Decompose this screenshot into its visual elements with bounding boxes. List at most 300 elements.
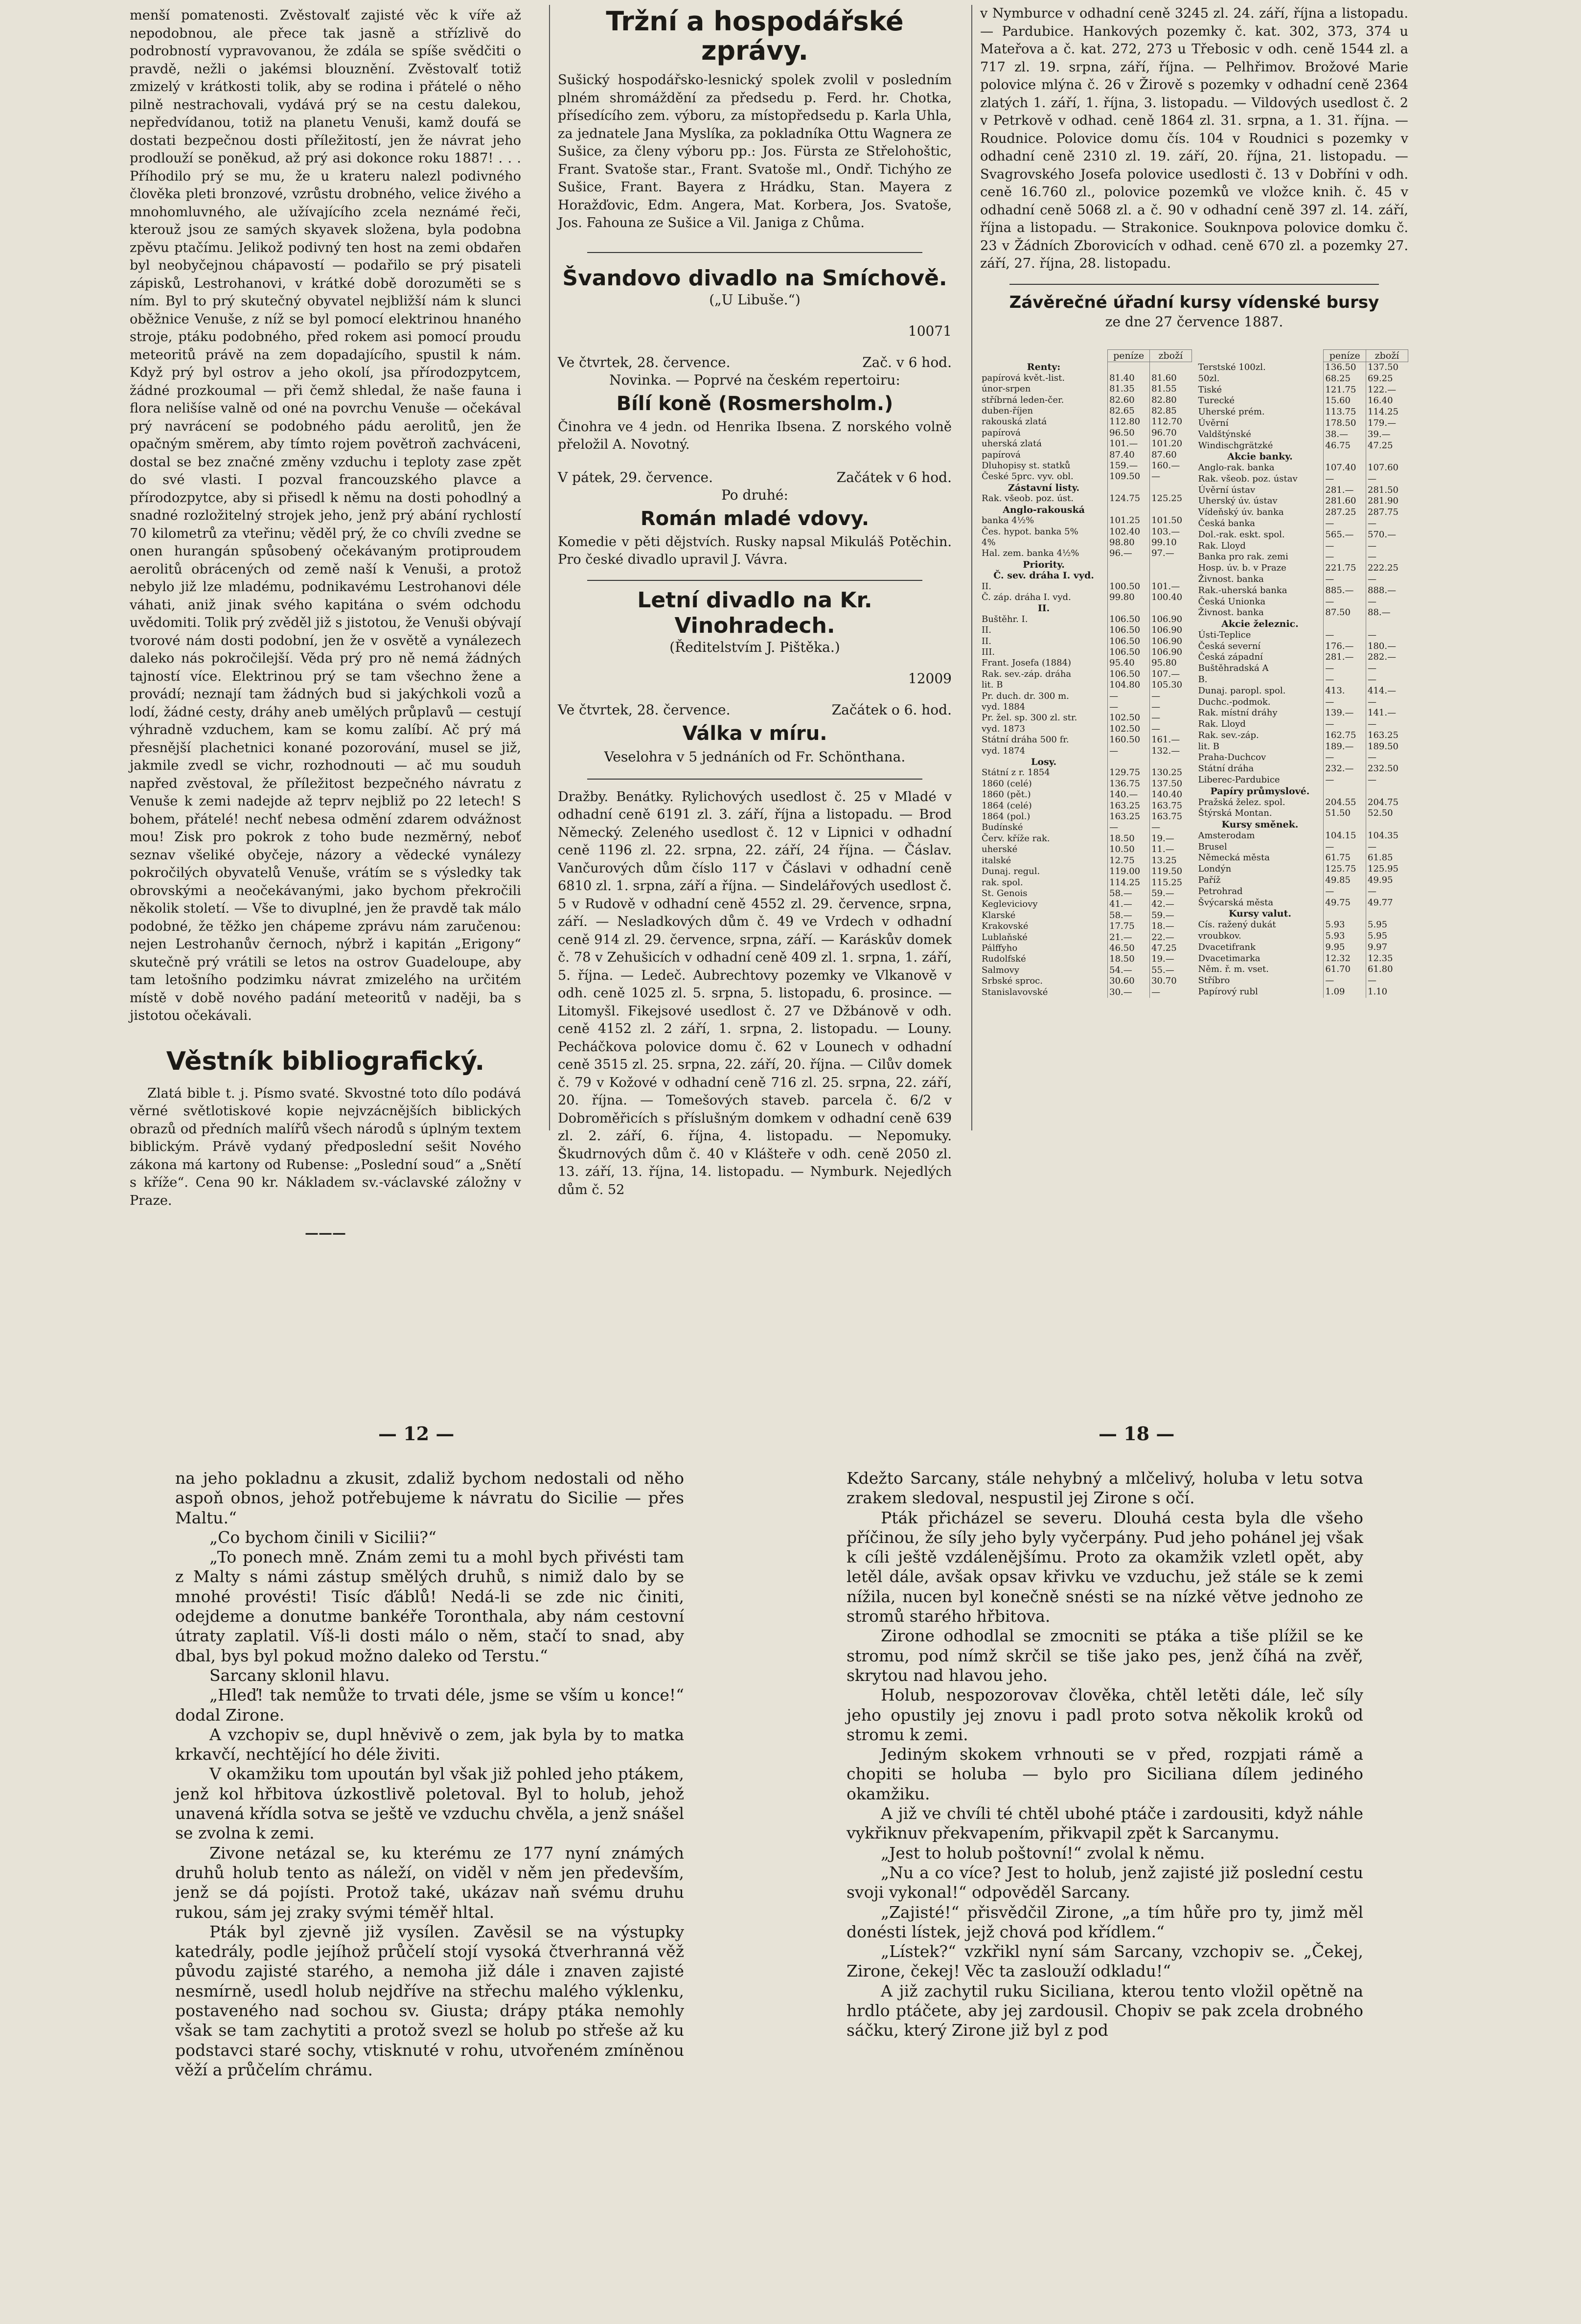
table-row: [1197, 897, 1408, 908]
price-goods: —: [1366, 842, 1408, 853]
security-name: II.: [982, 636, 991, 646]
price-goods: 42.—: [1150, 899, 1191, 910]
price-goods: 101.20: [1150, 438, 1191, 449]
table-row: [980, 559, 1191, 570]
table-row: [1197, 730, 1408, 741]
price-money: 112.80: [1108, 416, 1150, 427]
theatre2-desc: Veselohra v 5 jednáních od Fr. Schönthana.: [604, 748, 906, 765]
table-row: [980, 767, 1191, 778]
table-row: [980, 713, 1191, 723]
table-row: [980, 636, 1191, 647]
paragraph: „Jest to holub poštovní!“ zvolal k němu.: [881, 1843, 1205, 1863]
price-money: —: [1324, 674, 1366, 686]
table-row: [1197, 652, 1408, 663]
price-money: 49.85: [1324, 875, 1366, 886]
table-row: [980, 493, 1191, 504]
table-row: [980, 976, 1191, 987]
security-name: Č. záp. dráha I. vyd.: [982, 592, 1071, 602]
table-row: [980, 471, 1191, 482]
price-goods: 100.40: [1150, 592, 1191, 603]
theatre1-play2: Román mladé vdovy.: [640, 507, 870, 530]
security-name: Česká Unionka: [1198, 596, 1266, 607]
price-goods: 49.77: [1366, 897, 1408, 908]
security-name: Pr. duch. dr. 300 m.: [982, 690, 1069, 701]
security-name: banka 4½%: [982, 515, 1034, 526]
price-goods: —: [1366, 518, 1408, 529]
table-row: [980, 921, 1191, 932]
security-name: 50zl.: [1198, 373, 1220, 384]
price-money: 281.60: [1324, 496, 1366, 507]
table-row: [980, 592, 1191, 603]
security-name: 1864 (pol.): [982, 811, 1031, 822]
table-row: [1197, 641, 1408, 652]
price-goods: 281.50: [1366, 485, 1408, 496]
price-money: 12.75: [1108, 855, 1150, 866]
price-goods: [1150, 603, 1191, 614]
price-money: 15.60: [1324, 395, 1366, 407]
price-goods: 19.—: [1150, 833, 1191, 844]
security-name: rakouská zlatá: [982, 416, 1047, 427]
table-row: [1197, 451, 1408, 462]
security-name: Dol.-rak. eskt. spol.: [1198, 529, 1285, 540]
left-page-number: — 12 —: [378, 1423, 455, 1445]
theatre1-play1: Bílí koně (Rosmersholm.): [616, 392, 894, 415]
table-row: [1197, 674, 1408, 686]
price-goods: 115.25: [1150, 877, 1191, 888]
security-name: Liberec-Pardubice: [1198, 775, 1280, 785]
table-row: [980, 789, 1191, 800]
price-goods: [1150, 559, 1191, 570]
price-money: 140.—: [1108, 789, 1150, 800]
price-money: 106.50: [1108, 636, 1150, 647]
table-row: [1197, 686, 1408, 697]
price-money: 30.—: [1108, 987, 1150, 998]
security-name: lit. B: [982, 680, 1003, 690]
dash-separator: ———: [305, 1225, 346, 1241]
security-name: Lublaňské: [982, 932, 1028, 943]
price-money: 104.80: [1108, 680, 1150, 690]
price-goods: 106.90: [1150, 636, 1191, 647]
price-goods: —: [1150, 987, 1191, 998]
price-money: 95.40: [1108, 658, 1150, 668]
paragraph: V okamžiku tom upoután byl však již pohled jeho ptákem, jenž kol hřbitova úzkostlivě poletoval. Byl to holub, jehož unavená křídla sotva se ještě ve vzduchu chvěla, a jenž snášel se zvolna k zemi.: [175, 1764, 684, 1843]
price-money: —: [1324, 552, 1366, 563]
price-money: [1324, 908, 1366, 920]
price-goods: 55.—: [1150, 965, 1191, 976]
security-name: Valdštýnské: [1198, 429, 1251, 439]
price-money: —: [1108, 746, 1150, 757]
kursy-title: Závěrečné úřadní kursy vídenské bursy: [1009, 292, 1379, 312]
table-row: [1197, 563, 1408, 574]
security-name: Dluhopisy st. statků: [982, 460, 1071, 471]
security-name: Rak. místní dráhy: [1198, 708, 1278, 718]
price-goods: 82.80: [1150, 395, 1191, 406]
security-name: Windischgrätzké: [1198, 440, 1273, 451]
table-row: [1197, 931, 1408, 942]
table-row: [980, 691, 1191, 702]
price-money: 106.50: [1108, 669, 1150, 680]
price-goods: 137.50: [1150, 779, 1191, 789]
price-money: 12.32: [1324, 953, 1366, 964]
price-money: 54.—: [1108, 965, 1150, 976]
price-goods: —: [1366, 663, 1408, 674]
auctions-text: Dražby. Benátky. Rylichových usedlost č. 25 v Mladé v odhadní ceně 6191 zl. 3. září, října a listopadu. — Brod Německý. Zeleného usedlost č. 12 v Lipnici v odhadní ceně 1196 zl. 22. srpna, 22. září, 24 října. — Čáslav. Vančurových dům číslo 117 v Čáslavi v odhadní ceně 6810 zl. 1. srpna, září a října. — Sindelářových usedlost č. 5 v Rudově v odhadní ceně 4552 zl. 29. července, srpna, září. — Nesladkových dům č. 49 ve Vrdech v odhadní ceně 914 zl. 29. července, srpna, září. — Karáskův domek č. 78 v Zehušicích v odhadní ceně 409 zl. 1. srpna, 1. září, 5. října. — Ledeč. Aubrechtovy pozemky ve Vlkanově v odh. ceně 1025 zl. 5. srpna, 5. listopadu, 6. prosince. — Litomyšl. Fikejsové usedlost č. 27 ve Džbánově v odh. ceně 4152 zl. 2 září, 1. srpna, 2. listopadu. — Louny. Pecháčkova polovice domu č. 62 v Lounech v odhadní ceně 3515 zl. 25. srpna, 22. září, 20. října. — Cilův domek č. 79 v Kožové v odhadní ceně 716 zl. 25. srpna, 22. září, 20. října. — Tomešových staveb. parcela č. 6/2 v Dobroměřicích s příslušným domkem v odhadní ceně 639 zl. 2. září, 6. října, 4. listopadu. — Nepomuky. Škudrnových dům č. 40 v Klášteře v odh. ceně 2050 zl. 13. září, 13. října, 14. listopadu. — Nymburk. Nejedlých dům č. 52: [558, 789, 952, 1197]
price-goods: 52.50: [1366, 808, 1408, 819]
col-header: peníze: [1108, 349, 1150, 362]
paragraph: A již ve chvíli té chtěl ubohé ptáče i zardousiti, když náhle vykřiknuv překvapením, přikvapil zpět k Sarcanymu.: [847, 1804, 1363, 1843]
table-row: [1197, 596, 1408, 607]
col-header: peníze: [1324, 349, 1366, 362]
table-row: [980, 581, 1191, 592]
paragraph: „Zajisté!“ přisvědčil Zirone, „a tím hůře pro ty, jimž měl donésti lístek, jejž chová pod křídlem.“: [847, 1902, 1363, 1941]
price-goods: 122.—: [1366, 384, 1408, 395]
table-row: [980, 680, 1191, 690]
column-rule: [549, 5, 550, 1130]
security-name: Hal. zem. banka 4½%: [982, 548, 1079, 559]
table-row: [1197, 663, 1408, 674]
security-name: Ústi-Teplice: [1198, 629, 1251, 640]
table-row: [980, 669, 1191, 680]
price-goods: 163.75: [1150, 801, 1191, 811]
price-money: —: [1324, 596, 1366, 607]
security-name: Cís. ražený dukát: [1198, 920, 1276, 930]
price-money: 96.50: [1108, 428, 1150, 438]
table-row: [980, 537, 1191, 548]
security-name: Česká západní: [1198, 652, 1263, 663]
spolek-text: Sušický hospodářsko-lesnický spolek zvolil v posledním plném shromáždění za předsedu p. Ferd. hr. Chotka, přísedícího zem. výboru, za místopředsedu p. Karla Uhla, za jednatele Jana Myslíka, za pokladníka Ottu Wagnera ze Sušice, za členy výboru pp.: Jos. Fürsta ze Střelohoštic, Frant. Svatoše star., Frant. Svatoše ml., Ondř. Tichýho ze Sušice, Frant. Bayera z Hrádku, Stan. Mayera z Horažďovic, Edm. Angera, Mat. Korbera, Jos. Svatoše, Jos. Fahouna ze Sušice a Vil. Janiga z Chůma.: [558, 72, 952, 230]
security-name: Renty:: [1027, 362, 1061, 373]
price-goods: 13.25: [1150, 855, 1191, 866]
price-money: [1108, 603, 1150, 614]
security-name: Akcie banky.: [1227, 451, 1293, 462]
price-money: 281.—: [1324, 485, 1366, 496]
table-row: [980, 965, 1191, 976]
security-name: Turecké: [1198, 395, 1235, 406]
price-goods: 1.10: [1366, 987, 1408, 998]
security-name: Stanislavovské: [982, 987, 1048, 997]
price-goods: 179.—: [1366, 418, 1408, 429]
table-row: [1197, 786, 1408, 797]
price-goods: 287.75: [1366, 507, 1408, 518]
table-row: [980, 515, 1191, 526]
table-row: [1197, 395, 1408, 407]
price-goods: 18.—: [1150, 921, 1191, 932]
price-money: 189.—: [1324, 741, 1366, 752]
theatre2-play: Válka v míru.: [682, 722, 827, 745]
security-name: lit. B: [1198, 741, 1219, 752]
table-row: [980, 932, 1191, 943]
paragraph: „Hleď! tak nemůže to trvati déle, jsme se vším u konce!“ dodal Zirone.: [175, 1685, 684, 1725]
price-money: 68.25: [1324, 373, 1366, 385]
paragraph: „Lístek?“ vzkřikl nyní sám Sarcany, vzchopiv se. „Čekej, Zirone, čekej! Věc ta zaslouží odkladu!“: [847, 1942, 1363, 1981]
security-name: Uherský úv. ústav: [1198, 496, 1278, 506]
price-money: 51.50: [1324, 808, 1366, 819]
price-goods: 160.—: [1150, 460, 1191, 471]
price-goods: —: [1366, 674, 1408, 686]
table-row: [1197, 719, 1408, 730]
security-name: Česká severní: [1198, 641, 1261, 651]
price-goods: 97.—: [1150, 548, 1191, 559]
security-name: rak. spol.: [982, 877, 1023, 888]
price-goods: 570.—: [1366, 529, 1408, 541]
price-goods: 282.—: [1366, 652, 1408, 663]
security-name: Dvacetifrank: [1198, 942, 1256, 952]
price-goods: —: [1366, 696, 1408, 708]
security-name: Kursy směnek.: [1221, 819, 1299, 830]
theatre1-desc2: Komedie v pěti dějstvích. Rusky napsal Mikuláš Potěchin. Pro české divadlo upravil J. Vávra.: [558, 534, 952, 567]
price-money: [1324, 619, 1366, 630]
theatre1-date2: V pátek, 29. července. Začátek v 6 hod.: [558, 469, 952, 485]
table-row: [1197, 518, 1408, 529]
security-name: Hosp. úv. b. v Praze: [1198, 563, 1286, 574]
price-goods: 61.80: [1366, 964, 1408, 975]
price-money: [1108, 570, 1150, 581]
price-goods: 87.60: [1150, 450, 1191, 460]
price-goods: 96.70: [1150, 428, 1191, 438]
kursy-date: ze dne 27 července 1887.: [1105, 313, 1283, 330]
bibliography-text: Zlatá bible t. j. Písmo svaté. Skvostné toto dílo podává věrné světlotiskové kopie nejvzácnějších biblických obrazů od předních malířů všech národů s úplným textem biblickým. Právě vydaný předposlední sešit Nového zákona má kartony od Rubense: „Poslední soud“ a „Snětí s kříže“. Cena 90 kr. Nákladem sv.-václavské záložny v Praze.: [130, 1085, 521, 1208]
bottom-right-column: [847, 1469, 1363, 2276]
price-money: 100.50: [1108, 581, 1150, 592]
price-money: 107.40: [1324, 462, 1366, 474]
table-row: [1197, 696, 1408, 708]
security-name: Rak. sev.-záp. dráha: [982, 668, 1072, 679]
price-goods: 119.50: [1150, 866, 1191, 877]
price-goods: 232.50: [1366, 763, 1408, 775]
price-money: 1.09: [1324, 987, 1366, 998]
price-money: 232.—: [1324, 763, 1366, 775]
price-goods: 414.—: [1366, 686, 1408, 697]
table-row: [1197, 529, 1408, 541]
security-name: III.: [982, 646, 995, 657]
security-name: Anglo-rakouská: [1003, 504, 1085, 515]
paragraph: „Nu a co více? Jest to holub, jenž zajisté již poslední cestu svoji vykonal!“ odpověděl Sarcany.: [847, 1863, 1363, 1902]
paragraph: Pták byl zjevně již vysílen. Zavěsil se na výstupky katedrály, podle jejíhož průčelí stojí vysoká čtverhranná věž původu zajisté starého, a nemoha již dále i znaven zajisté nesmírně, usedl holub nejdříve na střechu malého výklenku, postaveného nad sochou sv. Giusta; drápy ptáka nemohly však se tam zachytiti a protož svezl se holub po střeše až ku podstavci staré sochy, vtisknuté v rohu, utvořeném zmíněnou věží a průčelím chrámu.: [175, 1922, 684, 2079]
security-name: Amsterodam: [1198, 830, 1255, 841]
price-money: 17.75: [1108, 921, 1150, 932]
security-name: Petrohrad: [1198, 886, 1243, 897]
security-name: Úvěrní: [1198, 418, 1229, 429]
price-money: —: [1324, 886, 1366, 897]
price-money: 125.75: [1324, 864, 1366, 875]
price-money: 162.75: [1324, 730, 1366, 741]
security-name: 1864 (celé): [982, 800, 1032, 811]
price-money: 124.75: [1108, 493, 1150, 504]
price-money: 87.40: [1108, 450, 1150, 460]
price-money: —: [1324, 719, 1366, 730]
paragraph: Sarcany sklonil hlavu.: [209, 1665, 390, 1685]
price-goods: 30.70: [1150, 976, 1191, 987]
security-name: Praha-Duchcov: [1198, 752, 1266, 763]
price-goods: 137.50: [1366, 362, 1408, 373]
price-goods: 204.75: [1366, 797, 1408, 808]
price-goods: —: [1150, 713, 1191, 723]
price-money: 106.50: [1108, 625, 1150, 636]
table-row: [980, 406, 1191, 416]
security-name: Dunaj. paropl. spol.: [1198, 685, 1286, 696]
table-row: [980, 987, 1191, 998]
table-row: [980, 888, 1191, 899]
table-row: [980, 702, 1191, 713]
price-money: 82.65: [1108, 406, 1150, 416]
table-row: [1197, 886, 1408, 897]
security-name: B.: [1198, 674, 1208, 685]
security-name: Priority.: [1023, 559, 1065, 570]
price-money: —: [1324, 663, 1366, 674]
price-money: 9.95: [1324, 942, 1366, 953]
theatre2-date1: Ve čtvrtek, 28. července. Začátek o 6. hod.: [558, 701, 952, 718]
price-goods: [1366, 619, 1408, 630]
paragraph: A vzchopiv se, dupl hněvivě o zem, jak byla by to matka krkavčí, nechtějící ho déle živiti.: [175, 1725, 684, 1764]
price-money: 114.25: [1108, 877, 1150, 888]
price-goods: 101.—: [1150, 581, 1191, 592]
security-name: Paříž: [1198, 875, 1221, 886]
security-name: II.: [1037, 603, 1050, 614]
table-row: [980, 801, 1191, 811]
table-row: [980, 844, 1191, 855]
table-row: [1197, 741, 1408, 752]
price-goods: [1150, 757, 1191, 767]
kursy-table-left: [980, 349, 1192, 998]
table-row: [1197, 975, 1408, 987]
security-name: Duchc.-podmok.: [1198, 696, 1271, 707]
table-row: [1197, 763, 1408, 775]
kursy-table-right: [1197, 349, 1409, 998]
table-row: [1197, 429, 1408, 440]
price-money: 38.—: [1324, 429, 1366, 440]
security-name: Německá města: [1198, 852, 1270, 863]
theatre2-sub: (Ředitelstvím J. Pištěka.): [669, 639, 840, 655]
paragraph: A již zachytil ruku Siciliana, kterou tento vložil opětně na hrdlo ptáčete, aby jej zardousil. Chopiv se pak zcela drobného sáčku, který Zirone již byl z pod: [847, 1981, 1363, 2040]
price-goods: [1150, 570, 1191, 581]
price-goods: —: [1366, 540, 1408, 552]
paragraph: Pták přicházel se severu. Dlouhá cesta byla dle všeho příčinou, že síly jeho byly vyčerpány. Pud jeho pohánel jej však k cíli ještě vzdálenějšímu. Proto za okamžik vzletl opět, aby letěl dále, avšak opsav křivku ve vzduchu, jež stále se k zemi nížila, nucen byl konečně snésti se na nízké větve jednoho ze stromů starého hřbitova.: [847, 1508, 1363, 1626]
price-goods: —: [1150, 702, 1191, 713]
paragraph: Zivone netázal se, ku kterému ze 177 nyní známých druhů holub tento as náleží, on viděl v něm jen především, jenž se dá pojísti. Protož také, ukázav naň svému druhu rukou, sám jej zraky svými téměř hltal.: [175, 1843, 684, 1922]
bottom-left-column: [175, 1469, 684, 2276]
col-header: zboží: [1366, 349, 1408, 362]
price-money: 106.50: [1108, 614, 1150, 625]
table-row: [1197, 852, 1408, 864]
table-row: [980, 625, 1191, 636]
price-money: 139.—: [1324, 708, 1366, 719]
table-row: [980, 833, 1191, 844]
price-money: 5.93: [1324, 931, 1366, 942]
top-column-2: [558, 6, 952, 1197]
price-money: 98.80: [1108, 537, 1150, 548]
table-row: [980, 866, 1191, 877]
price-goods: 107.—: [1150, 669, 1191, 680]
rule: [587, 252, 922, 253]
table-row: [980, 460, 1191, 471]
table-row: [980, 877, 1191, 888]
security-name: Losy.: [1031, 757, 1057, 768]
rule: [587, 580, 922, 581]
security-name: uherské: [982, 844, 1018, 855]
price-goods: —: [1366, 775, 1408, 786]
table-row: [980, 416, 1191, 427]
table-row: [980, 483, 1191, 493]
price-money: 5.93: [1324, 920, 1366, 931]
security-name: Štýrská Montan.: [1198, 808, 1272, 819]
table-row: [1197, 752, 1408, 763]
table-row: [980, 438, 1191, 449]
price-money: 61.75: [1324, 852, 1366, 864]
price-goods: 114.25: [1366, 407, 1408, 418]
security-name: Terstské 100zl.: [1198, 362, 1266, 372]
price-goods: 49.95: [1366, 875, 1408, 886]
table-row: [980, 570, 1191, 581]
price-goods: 104.35: [1366, 830, 1408, 842]
table-row: [980, 779, 1191, 789]
security-name: Frant. Josefa (1884): [982, 658, 1072, 668]
security-name: stříbrná leden-čer.: [982, 394, 1064, 405]
price-money: 176.—: [1324, 641, 1366, 652]
table-row: [1197, 920, 1408, 931]
security-name: Kursy valut.: [1228, 908, 1291, 920]
price-goods: [1150, 505, 1191, 515]
price-goods: 125.25: [1150, 493, 1191, 504]
rule: [1009, 284, 1379, 285]
security-name: Něm. ř. m. vset.: [1198, 964, 1269, 975]
price-money: 163.25: [1108, 801, 1150, 811]
security-name: Rak. Lloyd: [1198, 540, 1246, 551]
price-goods: 103.—: [1150, 527, 1191, 537]
table-row: [1197, 619, 1408, 630]
price-money: 87.50: [1324, 607, 1366, 619]
table-row: [1197, 630, 1408, 641]
price-goods: —: [1150, 471, 1191, 482]
security-name: Banka pro rak. zemi: [1198, 552, 1288, 562]
security-name: II.: [982, 625, 991, 636]
price-goods: 189.50: [1366, 741, 1408, 752]
security-name: Tiské: [1198, 384, 1222, 395]
theatre1-date1: Ve čtvrtek, 28. července. Zač. v 6 hod.: [558, 354, 952, 370]
table-row: [1197, 797, 1408, 808]
security-name: Buštěhradská A: [1198, 663, 1269, 674]
security-name: Dvacetimarka: [1198, 953, 1260, 964]
security-name: Živnost. banka: [1198, 574, 1264, 584]
price-goods: 19.—: [1150, 954, 1191, 965]
rule: [587, 779, 922, 780]
price-goods: 281.90: [1366, 496, 1408, 507]
price-money: 885.—: [1324, 585, 1366, 597]
table-row: [1197, 474, 1408, 485]
price-money: 159.—: [1108, 460, 1150, 471]
price-money: [1108, 757, 1150, 767]
security-name: Papírový rubl: [1198, 987, 1258, 997]
price-money: [1108, 483, 1150, 493]
price-money: 81.35: [1108, 384, 1150, 394]
table-row: [1197, 373, 1408, 385]
security-name: Rak.-uherská banka: [1198, 585, 1287, 596]
price-goods: 95.80: [1150, 658, 1191, 668]
security-name: Státní z r. 1854: [982, 767, 1050, 778]
price-goods: 112.70: [1150, 416, 1191, 427]
price-goods: —: [1366, 630, 1408, 641]
security-name: České 5prc. vyv. obl.: [982, 471, 1074, 482]
table-row: [980, 746, 1191, 757]
price-goods: —: [1366, 552, 1408, 563]
table-row: [1197, 418, 1408, 429]
security-name: Živnost. banka: [1198, 607, 1264, 618]
security-name: Dunaj. regul.: [982, 866, 1040, 877]
price-goods: 163.25: [1366, 730, 1408, 741]
price-goods: —: [1366, 975, 1408, 987]
paragraph: Zirone odhodlal se zmocniti se ptáka a tiše plížil se ke stromu, pod nímž skrčil se tiše jako pes, jenž číhá na zvěř, skrytou nad hlavou jeho.: [847, 1626, 1363, 1685]
price-money: —: [1324, 775, 1366, 786]
paragraph: Kdežto Sarcany, stále nehybný a mlčelivý, holuba v letu sotva zrakem sledoval, nespustil jej Zirone s očí.: [847, 1469, 1363, 1508]
